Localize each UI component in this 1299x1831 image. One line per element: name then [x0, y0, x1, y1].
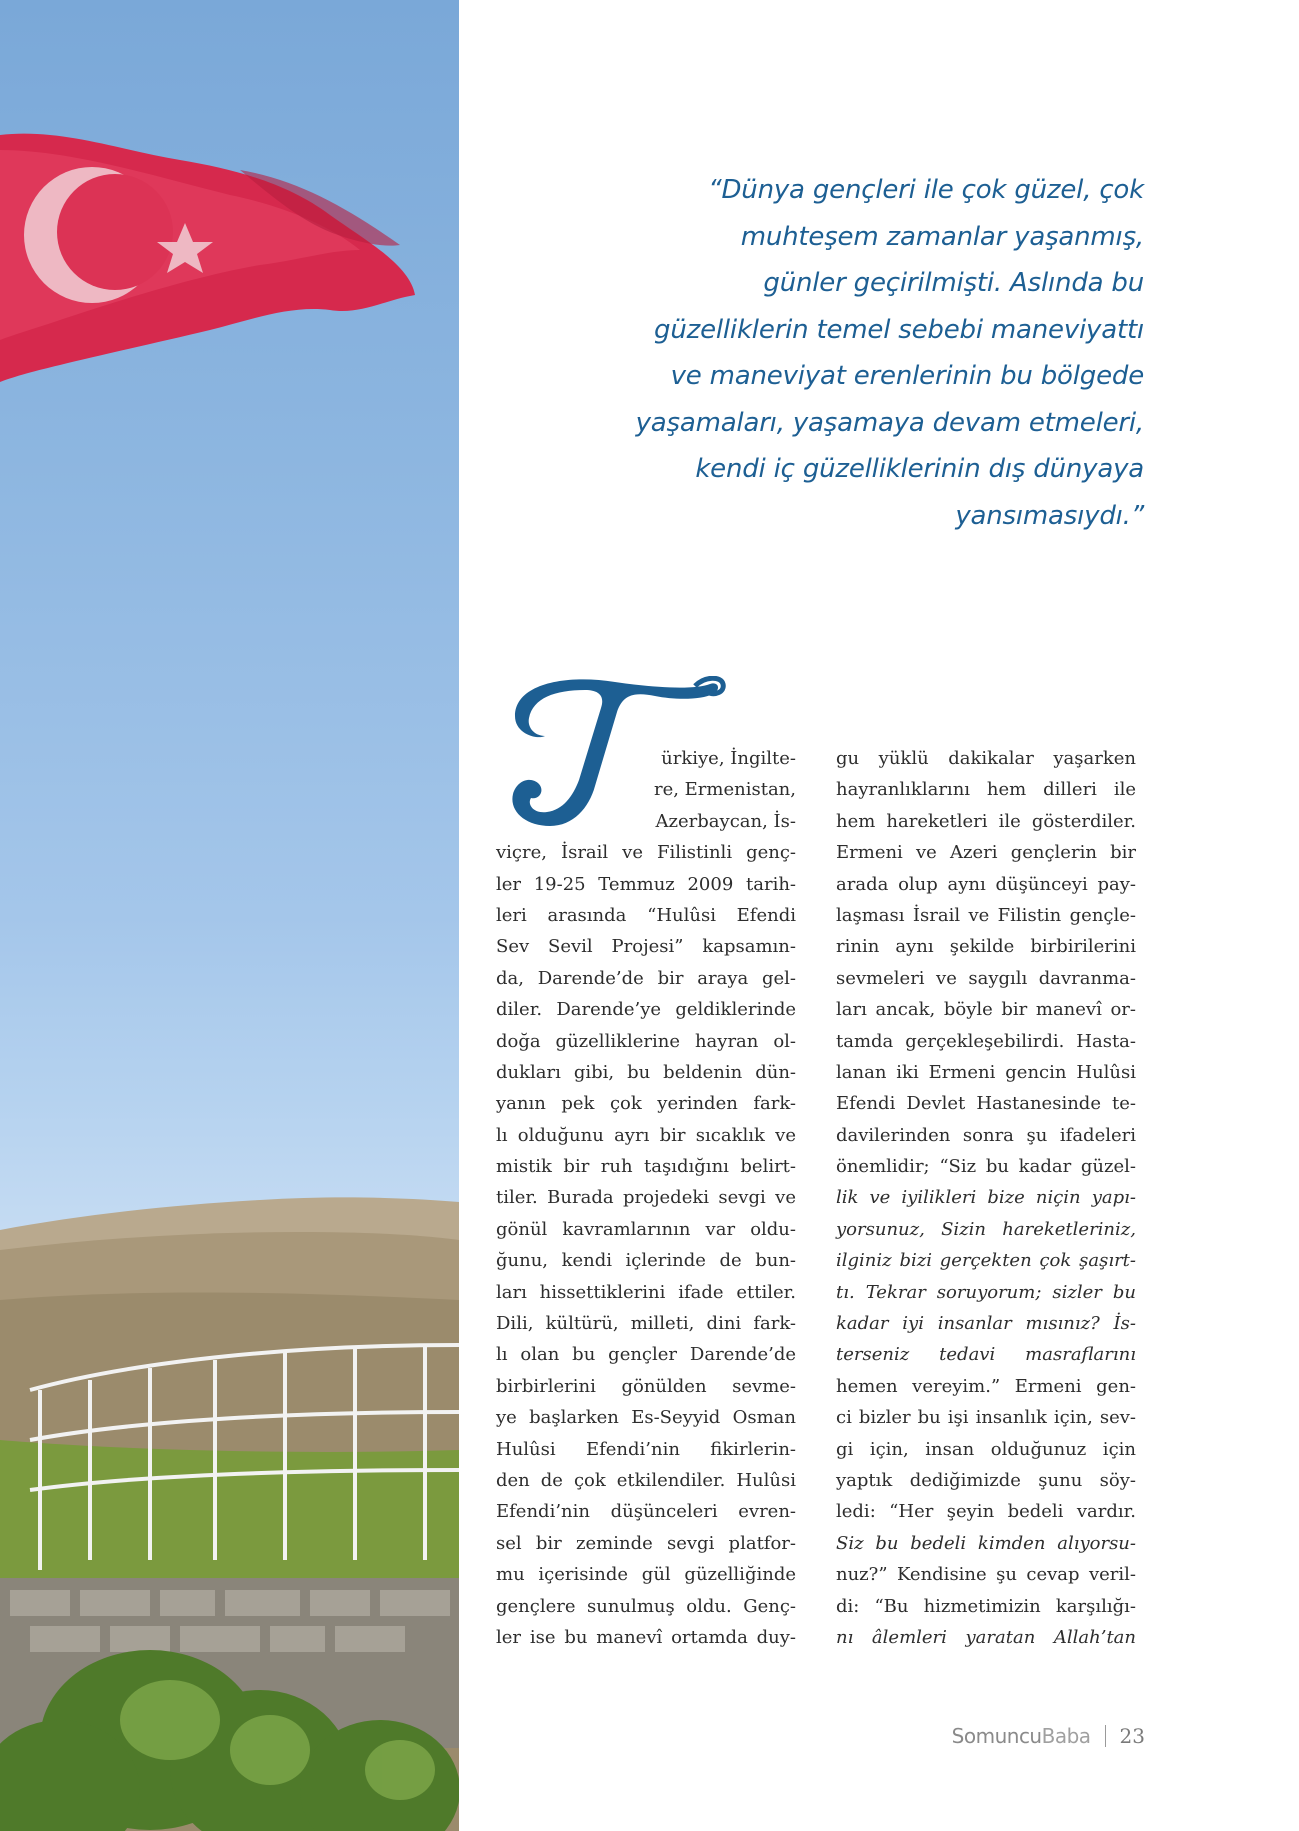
body-line: mistik bir ruh taşıdığını belirt-	[496, 1156, 796, 1178]
body-line: Efendi’nin düşünceleri evren-	[496, 1501, 796, 1523]
body-line: ler ise bu manevî ortamda duy-	[496, 1626, 796, 1648]
magazine-brand-part1: Somuncu	[951, 1724, 1042, 1748]
body-line: Dili, kültürü, milleti, dini fark-	[496, 1313, 796, 1335]
body-line: Azerbaycan, İs-	[655, 810, 796, 832]
page-footer	[952, 1724, 1145, 1748]
quote-line: ve maneviyat erenlerinin bu bölgede	[670, 361, 1144, 391]
quote-line: muhteşem zamanlar yaşanmış,	[740, 221, 1144, 252]
article-column-2	[836, 743, 1136, 1653]
footer-divider	[1105, 1725, 1106, 1747]
body-line: viçre, İsrail ve Filistinli genç-	[496, 842, 796, 864]
body-line: dukları gibi, bu beldenin dün-	[496, 1061, 796, 1083]
page-number: 23	[1119, 1724, 1145, 1748]
body-line: hem hareketleri ile gösterdiler.	[836, 810, 1136, 832]
body-line: rinin aynı şekilde birbirilerini	[836, 936, 1136, 958]
body-line: ledi: “Her şeyin bedeli vardır.	[836, 1501, 1136, 1523]
quote-line: yaşamaları, yaşamaya devam etmeleri,	[635, 407, 1144, 438]
body-line: tı. Tekrar soruyorum; sizler bu	[836, 1281, 1136, 1303]
body-line: di: “Bu hizmetimizin karşılığı-	[836, 1595, 1136, 1617]
body-line: diler. Darende’ye geldiklerinde	[496, 999, 796, 1021]
body-line: Hulûsi Efendi’nin fikirlerin-	[496, 1438, 796, 1460]
body-line: da, Darende’de bir araya gel-	[496, 967, 796, 989]
body-line: Sev Sevil Projesi” kapsamın-	[496, 936, 796, 958]
body-line: tiler. Burada projedeki sevgi ve	[496, 1187, 796, 1209]
body-line: leri arasında “Hulûsi Efendi	[496, 904, 796, 926]
body-line: terseniz tedavi masraflarını	[836, 1344, 1136, 1366]
body-line: gu yüklü dakikalar yaşarken	[836, 748, 1136, 769]
flag-landscape-photo	[0, 0, 459, 1831]
body-line: sevmeleri ve saygılı davranma-	[836, 967, 1136, 989]
body-line: yanın pek çok yerinden fark-	[496, 1093, 796, 1115]
body-line: Efendi Devlet Hastanesinde te-	[836, 1093, 1136, 1115]
body-line: ilginiz bizi gerçekten çok şaşırt-	[836, 1250, 1136, 1272]
body-line: nuz?” Kendisine şu cevap veril-	[836, 1564, 1136, 1586]
body-line: ler 19-25 Temmuz 2009 tarih-	[496, 873, 796, 895]
quote-line: yansımasıydı.”	[955, 500, 1144, 531]
body-line: gi için, insan olduğunuz için	[836, 1438, 1136, 1460]
body-line: ci bizler bu işi insanlık için, sev-	[836, 1407, 1136, 1429]
body-line: ları ancak, böyle bir manevî or-	[836, 999, 1136, 1021]
body-line: ları hissettiklerini ifade ettiler.	[496, 1281, 796, 1303]
body-line: sel bir zeminde sevgi platfor-	[496, 1532, 796, 1554]
body-line: ürkiye, İngilte-	[661, 748, 796, 769]
body-line: yaptık dediğimizde şunu söy-	[836, 1469, 1136, 1491]
body-line: laşması İsrail ve Filistin gençle-	[836, 904, 1136, 926]
body-line: ye başlarken Es-Seyyid Osman	[496, 1407, 796, 1429]
body-line: hemen vereyim.” Ermeni gen-	[836, 1375, 1136, 1397]
quote-line: güzelliklerin temel sebebi maneviyattı	[654, 314, 1144, 345]
body-line: arada olup aynı düşünceyi pay-	[836, 873, 1136, 895]
body-line: lanan iki Ermeni gencin Hulûsi	[836, 1061, 1136, 1083]
body-line: yorsunuz, Sizin hareketleriniz,	[836, 1218, 1136, 1240]
body-line: mu içerisinde gül güzelliğinde	[496, 1564, 796, 1586]
body-line: gönül kavramlarının var oldu-	[496, 1218, 796, 1240]
body-line: ğunu, kendi içlerinde de bun-	[496, 1250, 796, 1272]
body-line: doğa güzelliklerine hayran ol-	[496, 1030, 796, 1052]
photo-illustration	[0, 0, 459, 1831]
body-line: re, Ermenistan,	[653, 779, 796, 801]
body-line: lı olduğunu ayrı bir sıcaklık ve	[496, 1124, 796, 1146]
body-line: Ermeni ve Azeri gençlerin bir	[836, 842, 1136, 864]
body-line: tamda gerçekleşebilirdi. Hasta-	[836, 1030, 1136, 1052]
pull-quote	[584, 167, 1144, 539]
body-line: den de çok etkilendiler. Hulûsi	[496, 1469, 796, 1491]
body-line: lı olan bu gençler Darende’de	[496, 1344, 796, 1366]
body-line: gençlere sunulmuş oldu. Genç-	[496, 1595, 796, 1617]
body-line: davilerinden sonra şu ifadeleri	[836, 1124, 1136, 1146]
quote-line: “Dünya gençleri ile çok güzel, çok	[708, 175, 1144, 205]
body-line: birbirlerini gönülden sevme-	[496, 1375, 796, 1397]
magazine-brand-part2: Baba	[1041, 1724, 1091, 1748]
body-line: önemlidir; “Siz bu kadar güzel-	[836, 1156, 1136, 1178]
quote-line: günler geçirilmişti. Aslında bu	[763, 268, 1144, 298]
body-line: lik ve iyilikleri bize niçin yapı-	[836, 1187, 1136, 1209]
body-line: kadar iyi insanlar mısınız? İs-	[836, 1313, 1136, 1335]
body-line: nı âlemleri yaratan Allah’tan	[836, 1626, 1136, 1648]
body-line: hayranlıklarını hem dilleri ile	[836, 779, 1136, 801]
body-line: Siz bu bedeli kimden alıyorsu-	[836, 1532, 1136, 1554]
article-column-1	[496, 743, 796, 1653]
quote-line: kendi iç güzelliklerinin dış dünyaya	[695, 454, 1144, 484]
